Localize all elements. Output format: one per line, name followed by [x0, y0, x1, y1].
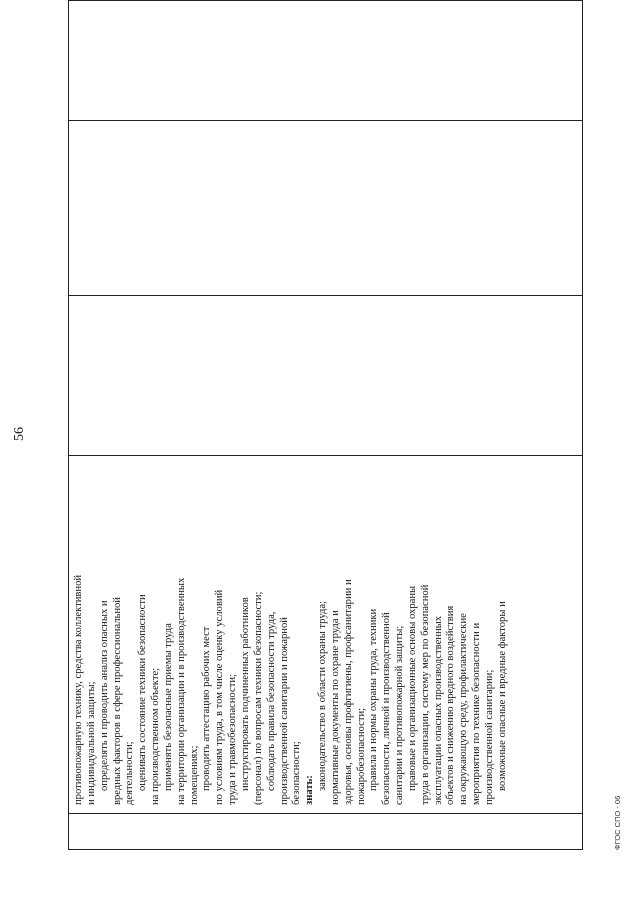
text-line: определять и проводить анализ опасных и — [98, 600, 110, 791]
text-line: эксплуатации опасных производственных — [432, 615, 444, 805]
text-line: соблюдать правила безопасности труда, — [265, 611, 277, 791]
table-cell-content — [69, 455, 582, 813]
text-line: санитарии и противопожарной защиты; — [394, 625, 406, 805]
text-line: труда в организации, систему мер по безопасной — [419, 584, 431, 805]
text-line: производственной санитарии и пожарной — [278, 617, 290, 805]
table-cell-index — [69, 813, 582, 849]
text-line: правовые и организационные основы охраны — [406, 585, 418, 791]
text-line: на окружающую среду, профилактические — [458, 613, 470, 805]
text-line: безопасности; — [291, 741, 303, 805]
table-cell-empty-1 — [69, 295, 582, 455]
text-line: деятельности; — [124, 741, 136, 805]
footer-label: ФГОС СПО - 06 — [613, 795, 622, 850]
text-line: труда и травмобезопасности; — [227, 674, 239, 805]
text-line: на производственном объекте; — [150, 667, 162, 805]
standards-table — [68, 0, 583, 850]
rotated-page — [12, 0, 622, 850]
page-number: 56 — [12, 427, 27, 441]
table-cell-empty-2 — [69, 120, 582, 295]
text-line: оценивать состояние техники безопасности — [137, 594, 149, 791]
text-line: противопожарную технику, средства коллективной — [73, 574, 84, 805]
text-line: правила и нормы охраны труда, техники — [368, 608, 380, 791]
text-line: возможные опасные и вредные факторы и — [496, 601, 508, 791]
text-line: помещениях; — [188, 745, 200, 805]
text-line: и индивидуальной защиты; — [85, 681, 97, 805]
text-line: нормативные документы по охране труда и — [329, 610, 341, 805]
text-line: здоровья, основы профгигиены, профсанитарии и — [342, 579, 354, 805]
text-line: инструктировать подчиненных работников — [239, 597, 251, 791]
text-line: мероприятия по технике безопасности и — [471, 622, 483, 805]
text-line: знать: — [304, 775, 316, 805]
text-line: по условиям труда, в том числе оценку условий — [214, 589, 226, 805]
text-line: (персонал) по вопросам техники безопасности; — [252, 591, 264, 805]
text-line: законодательство в области охраны труда; — [317, 601, 329, 791]
text-line: объектов и снижению вредного воздействия — [445, 605, 457, 805]
text-line: производственной санитарии; — [484, 669, 495, 805]
text-line: на территории организации и в производственных — [175, 577, 187, 805]
text-line: пожаробезопасности; — [355, 707, 367, 805]
table-cell-empty-3 — [69, 0, 582, 120]
text-line: применять безопасные приемы труда — [162, 623, 174, 791]
text-line: вредных факторов в сфере профессиональной — [111, 597, 123, 805]
text-line: проводить аттестацию рабочих мест — [201, 626, 213, 791]
text-line: безопасности, личной и производственной — [381, 612, 393, 805]
content-text — [69, 456, 510, 813]
